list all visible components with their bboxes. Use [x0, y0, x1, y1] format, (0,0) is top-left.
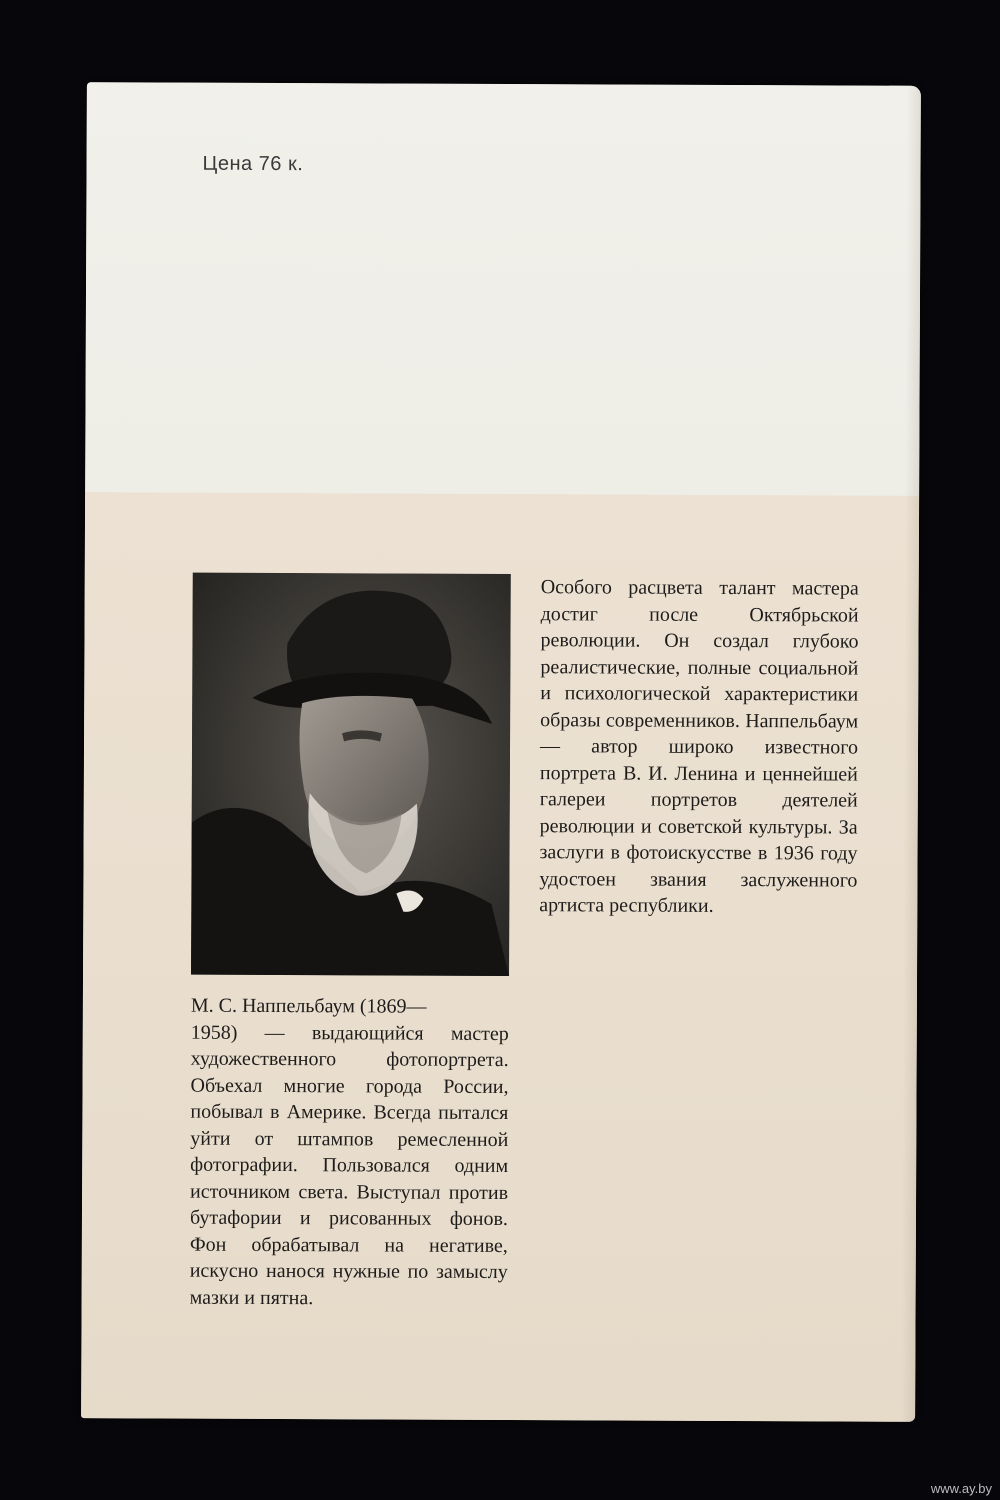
biography-text: Особого расцвета талант мастера достиг после Октябрьской революции. Он создал глубоко реалистические, полные социальной и психологической характеристики образы современников. Наппельбаум — автор широко известного портрета В. И. Ленина и ценнейшей галереи портретов деятелей революции и советской культуры. За заслуги в фотоискусстве в 1936 году удостоен звания заслуженного артиста республики.: [539, 576, 859, 917]
price-label: Цена 76 к.: [202, 152, 304, 176]
portrait-caption: М. С. Наппельбаум (1869— 1958) — выдающийся мастер художественного фотопортрета. Объехал многие города России, побывал в Америке. Всегда пытался уйти от штампов ремесленной фотографии. Пользовался одним источником света. Выступал против бутафории и рисованных фонов. Фон обрабатывал на негативе, искусно нанося нужные по замыслу мазки и пятна.: [189, 994, 509, 1309]
watermark-text: www.ay.by: [930, 1481, 992, 1496]
book-back-cover: [81, 82, 921, 1422]
cover-top-panel: [85, 82, 921, 496]
portrait-photo: [191, 573, 511, 976]
